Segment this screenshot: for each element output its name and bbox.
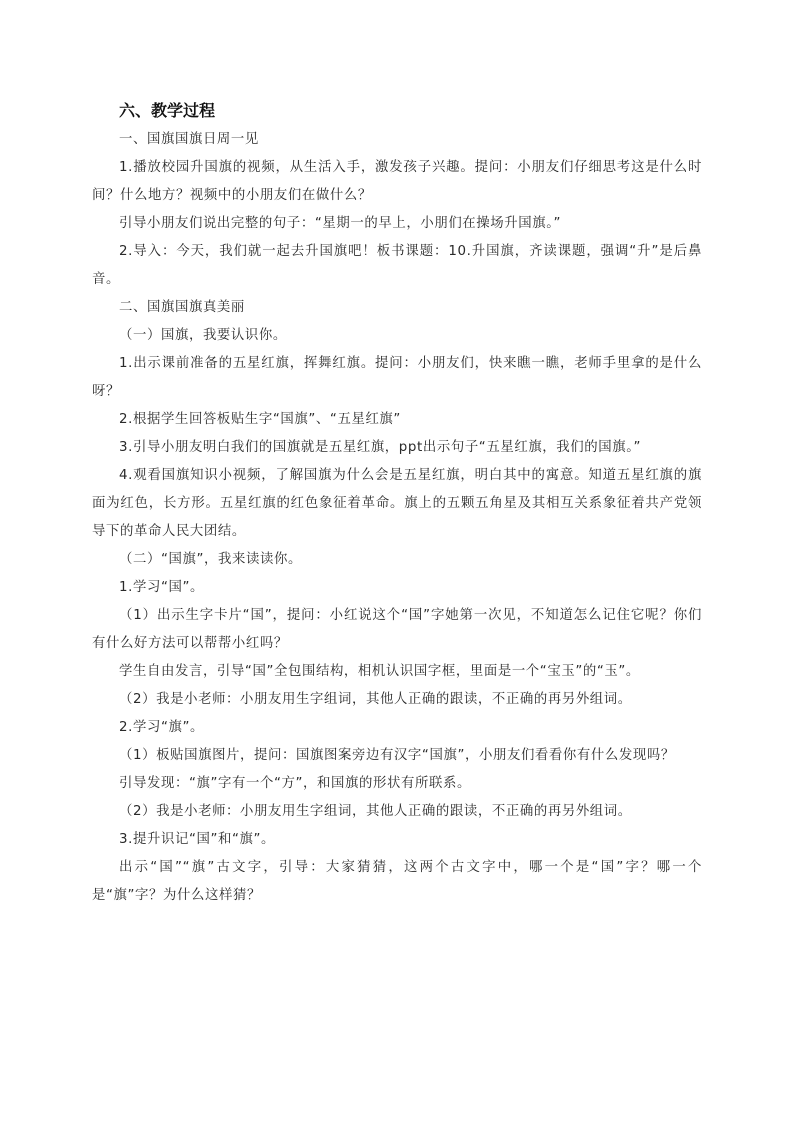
paragraph-7: 1.出示课前准备的五星红旗，挥舞红旗。提问：小朋友们，快来瞧一瞧，老师手里拿的是什么呀？ bbox=[92, 356, 702, 399]
paragraph-19: （2）我是小老师：小朋友用生字组词，其他人正确的跟读，不正确的再另外组词。 bbox=[119, 804, 632, 819]
paragraph-16: 2.学习“旗”。 bbox=[119, 720, 205, 735]
paragraph-6: （一）国旗，我要认识你。 bbox=[119, 328, 287, 343]
paragraph-4: 2.导入：今天，我们就一起去升国旗吧！板书课题：10.升国旗，齐读课题，强调“升”是后鼻音。 bbox=[92, 244, 702, 287]
paragraph-15: （2）我是小老师：小朋友用生字组词，其他人正确的跟读，不正确的再另外组词。 bbox=[119, 692, 632, 707]
paragraph-2: 1.播放校园升国旗的视频，从生活入手，激发孩子兴趣。提问：小朋友们仔细思考这是什么时间？什么地方？视频中的小朋友们在做什么？ bbox=[92, 160, 702, 203]
paragraph-13: （1）出示生字卡片“国”，提问：小红说这个“国”字她第一次见，不知道怎么记住它呢？你们有什么好方法可以帮帮小红吗？ bbox=[92, 608, 702, 651]
paragraph-1: 一、国旗国旗日周一见 bbox=[119, 132, 259, 147]
paragraph-10: 4.观看国旗知识小视频，了解国旗为什么会是五星红旗，明白其中的寓意。知道五星红旗的旗面为红色，长方形。五星红旗的红色象征着革命。旗上的五颗五角星及其相互关系象征着共产党领导下的革命人民大团结。 bbox=[92, 468, 702, 539]
paragraph-17: （1）板贴国旗图片，提问：国旗图案旁边有汉字“国旗”，小朋友们看看你有什么发现吗？ bbox=[119, 748, 675, 763]
paragraph-12: 1.学习“国”。 bbox=[119, 580, 205, 595]
paragraph-11: （二）“国旗”，我来读读你。 bbox=[119, 552, 302, 567]
section-heading: 六、教学过程 bbox=[119, 101, 216, 120]
paragraph-3: 引导小朋友们说出完整的句子：“星期一的早上，小朋们在操场升国旗。” bbox=[119, 216, 562, 231]
paragraph-8: 2.根据学生回答板贴生字“国旗”、“五星红旗” bbox=[119, 412, 401, 427]
paragraph-14: 学生自由发言，引导“国”全包围结构，相机认识国字框，里面是一个“宝玉”的“玉”。 bbox=[119, 664, 640, 679]
paragraph-21: 出示“国”“旗”古文字，引导：大家猜猜，这两个古文字中，哪一个是“国”字？哪一个是“旗”字？为什么这样猜？ bbox=[92, 860, 702, 903]
paragraph-18: 引导发现：“旗”字有一个“方”，和国旗的形状有所联系。 bbox=[119, 776, 471, 791]
paragraph-20: 3.提升识记“国”和“旗”。 bbox=[119, 832, 276, 847]
paragraph-9: 3.引导小朋友明白我们的国旗就是五星红旗，ppt出示句子“五星红旗，我们的国旗。” bbox=[119, 440, 642, 455]
document-body bbox=[92, 96, 702, 910]
paragraph-5: 二、国旗国旗真美丽 bbox=[119, 300, 245, 315]
